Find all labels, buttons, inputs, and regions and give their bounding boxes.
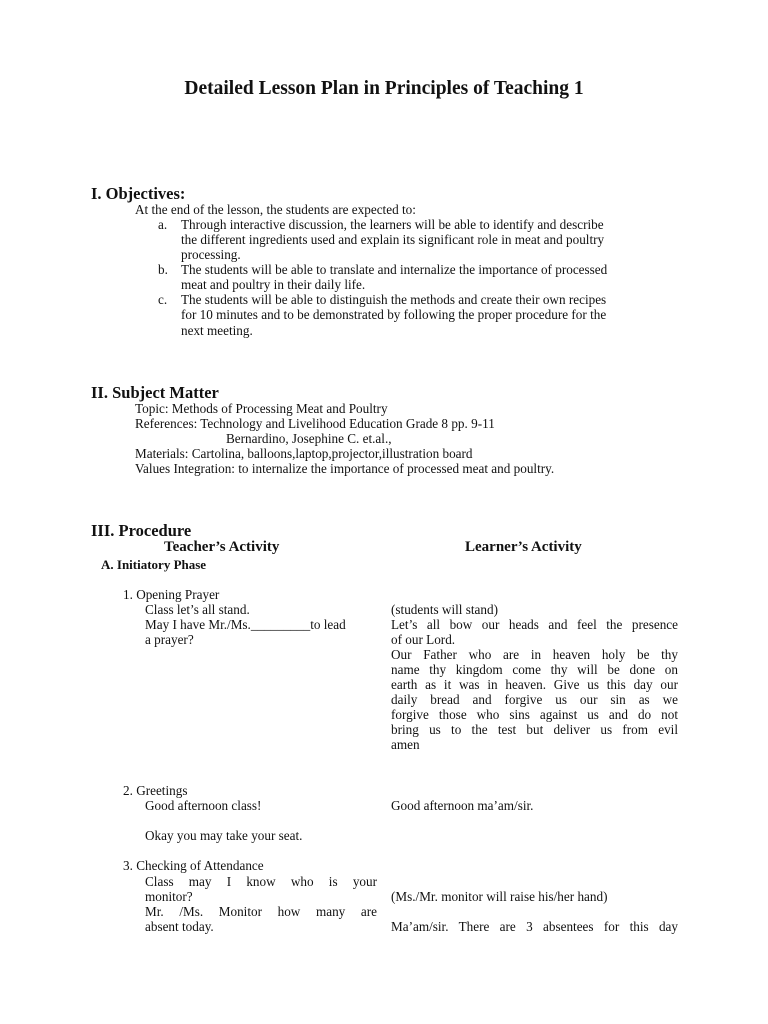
objective-b-line-2: meat and poultry in their daily life. bbox=[181, 277, 366, 292]
step-1-learner-line-7: daily bread and forgive us our sin as we bbox=[391, 692, 678, 707]
teacher-activity-heading: Teacher’s Activity bbox=[164, 539, 280, 555]
objective-a-line-1: Through interactive discussion, the learners will be able to identify and describe bbox=[181, 217, 604, 232]
objective-b-line-1: The students will be able to translate and internalize the importance of processed bbox=[181, 262, 608, 277]
objective-marker-a: a. bbox=[158, 217, 168, 232]
subject-authors: Bernardino, Josephine C. et.al., bbox=[226, 431, 392, 446]
step-1-learner-line-2: Let’s all bow our heads and feel the presence bbox=[391, 617, 678, 632]
step-2-teacher-line-2: Okay you may take your seat. bbox=[145, 828, 303, 843]
step-3-learner-line-2: Ma’am/sir. There are 3 absentees for this day bbox=[391, 919, 678, 934]
step-3-teacher-line-4: absent today. bbox=[145, 919, 214, 934]
step-3-title: 3. Checking of Attendance bbox=[123, 858, 264, 873]
objectives-heading: I. Objectives: bbox=[91, 184, 186, 203]
step-1-teacher-line-1: Class let’s all stand. bbox=[145, 602, 250, 617]
step-2-learner-line-1: Good afternoon ma’am/sir. bbox=[391, 798, 534, 813]
step-1-teacher-line-3: a prayer? bbox=[145, 632, 194, 647]
subject-values-integration: Values Integration: to internalize the importance of processed meat and poultry. bbox=[135, 461, 555, 476]
subject-references: References: Technology and Livelihood Education Grade 8 pp. 9-11 bbox=[135, 416, 495, 431]
step-3-teacher-line-3: Mr. /Ms. Monitor how many are bbox=[145, 904, 377, 919]
step-1-learner-line-5: name thy kingdom come thy will be done on bbox=[391, 662, 678, 677]
step-1-learner-line-3: of our Lord. bbox=[391, 632, 456, 647]
objective-a-line-3: processing. bbox=[181, 247, 241, 262]
step-2-title: 2. Greetings bbox=[123, 783, 188, 798]
step-3-teacher-line-2: monitor? bbox=[145, 889, 193, 904]
procedure-heading: III. Procedure bbox=[91, 521, 192, 540]
step-1-teacher-line-2: May I have Mr./Ms._________to lead bbox=[145, 617, 346, 632]
page-title: Detailed Lesson Plan in Principles of Teaching 1 bbox=[184, 78, 584, 99]
step-1-learner-line-10: amen bbox=[391, 737, 420, 752]
objective-c-line-2: for 10 minutes and to be demonstrated by following the proper procedure for the bbox=[181, 307, 607, 322]
step-1-learner-line-9: bring us to the test but deliver us from evil bbox=[391, 722, 678, 737]
step-1-learner-line-6: earth as it was in heaven. Give us this day our bbox=[391, 677, 678, 692]
objective-marker-c: c. bbox=[158, 292, 168, 307]
step-1-learner-line-1: (students will stand) bbox=[391, 602, 498, 617]
objective-a-line-2: the different ingredients used and explain its significant role in meat and poultry bbox=[181, 232, 605, 247]
subject-materials: Materials: Cartolina, balloons,laptop,projector,illustration board bbox=[135, 446, 473, 461]
phase-heading: A. Initiatory Phase bbox=[101, 557, 207, 572]
learner-activity-heading: Learner’s Activity bbox=[465, 539, 582, 555]
subject-matter-heading: II. Subject Matter bbox=[91, 383, 219, 402]
step-1-learner-line-8: forgive those who sins against us and do not bbox=[391, 707, 678, 722]
step-3-learner-line-1: (Ms./Mr. monitor will raise his/her hand) bbox=[391, 889, 608, 904]
step-3-teacher-line-1: Class may I know who is your bbox=[145, 874, 377, 889]
objective-marker-b: b. bbox=[158, 262, 168, 277]
step-2-teacher-line-1: Good afternoon class! bbox=[145, 798, 262, 813]
step-1-title: 1. Opening Prayer bbox=[123, 587, 220, 602]
objective-c-line-1: The students will be able to distinguish the methods and create their own recipes bbox=[181, 292, 607, 307]
step-1-learner-line-4: Our Father who are in heaven holy be thy bbox=[391, 647, 678, 662]
subject-topic: Topic: Methods of Processing Meat and Poultry bbox=[135, 401, 388, 416]
objectives-intro: At the end of the lesson, the students are expected to: bbox=[135, 202, 416, 217]
objective-c-line-3: next meeting. bbox=[181, 323, 253, 338]
